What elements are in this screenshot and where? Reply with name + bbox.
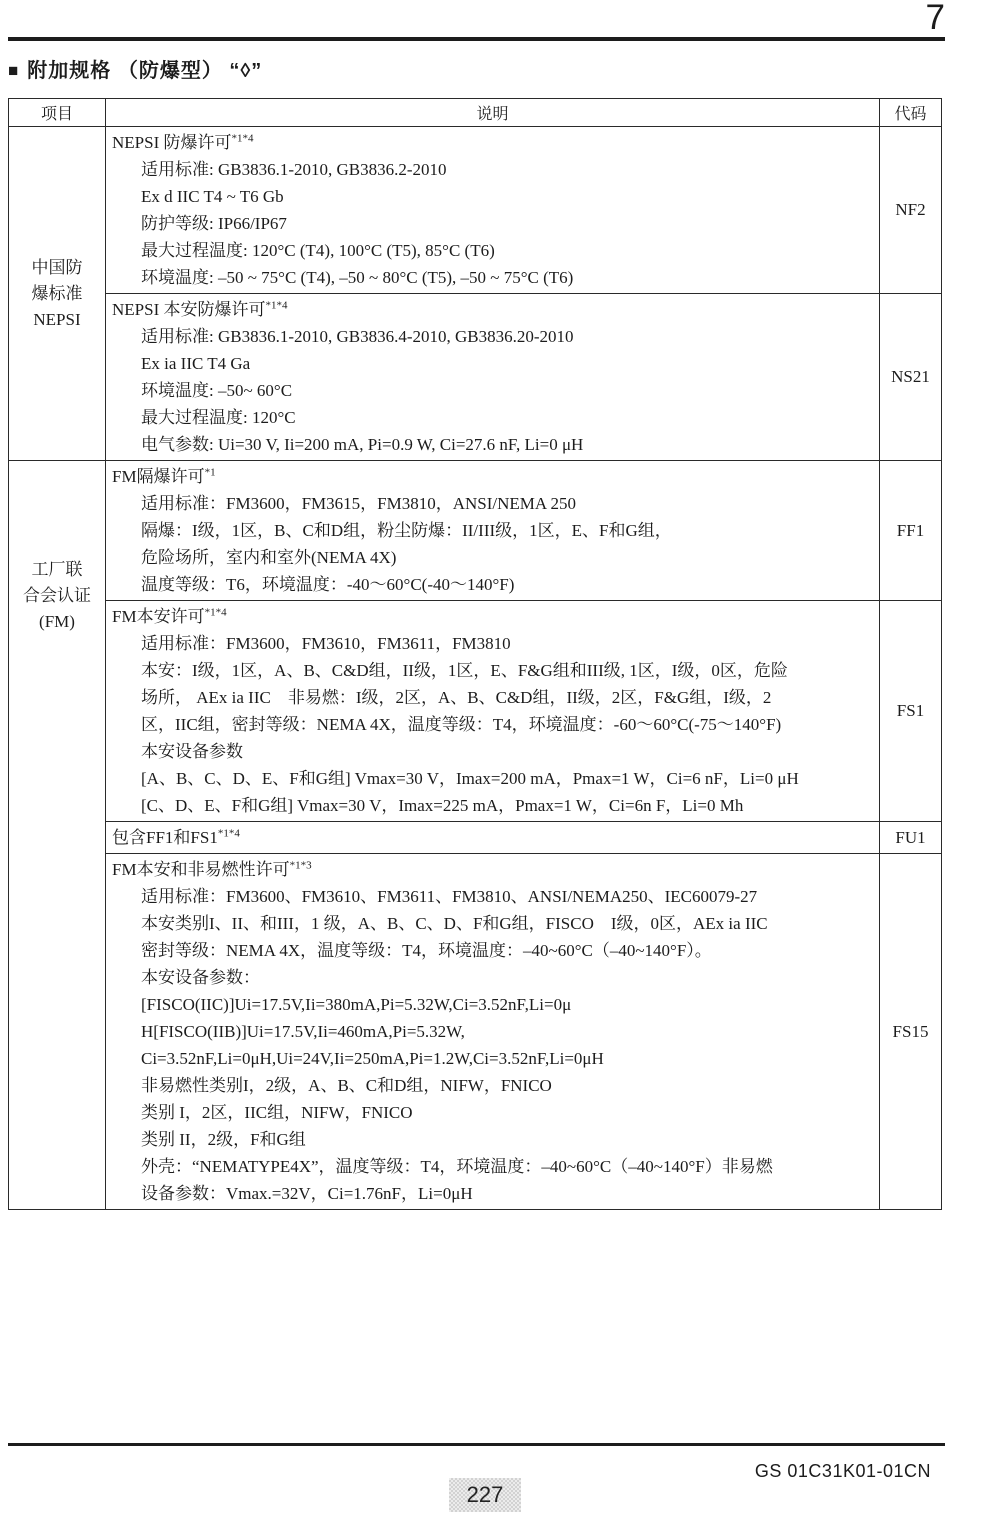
description-cell: [106, 822, 880, 854]
table-row: [9, 461, 942, 601]
spec-line: 非易燃性类别I，2级，A、B、C和D组，NIFW，FNICO: [141, 1076, 552, 1095]
code-cell: NF2: [880, 127, 942, 294]
spec-line: 适用标准：FM3600，FM3610，FM3611，FM3810: [141, 634, 511, 653]
spec-line: 本安设备参数：: [141, 968, 260, 987]
code-cell: FF1: [880, 461, 942, 601]
code-cell: FU1: [880, 822, 942, 854]
header-code: 代码: [880, 99, 942, 127]
item-label-line: 中国防: [31, 257, 83, 277]
header-item: 项目: [9, 99, 106, 127]
table-row: [9, 854, 942, 1210]
top-rule: [8, 37, 945, 41]
item-cell: [9, 461, 106, 1210]
table-row: [9, 294, 942, 461]
spec-line: Ex ia IIC T4 Ga: [141, 354, 251, 373]
footnote-marker: *1*4: [265, 299, 288, 312]
spec-line: 本安设备参数: [141, 742, 243, 761]
spec-line: [A、B、C、D、E、F和G组] Vmax=30 V，Imax=200 mA，Pmax=1 W，Ci=6 nF，Li=0 μH: [141, 769, 799, 788]
bottom-rule: [8, 1443, 945, 1446]
description-cell: [106, 854, 880, 1210]
description-cell: [106, 127, 880, 294]
spec-line: FM隔爆许可$^{*1}$: [112, 466, 216, 486]
spec-line: Ex d IIC T4 ~ T6 Gb: [141, 187, 284, 206]
footnote-marker: *1: [204, 466, 216, 479]
footer-page-number: 227: [449, 1478, 521, 1512]
spec-line: 区，IIC组，密封等级：NEMA 4X，温度等级：T4，环境温度：-60～60°C(-75～140°F): [141, 715, 782, 734]
table-header-row: [9, 99, 942, 127]
page-number: 7: [925, 0, 945, 37]
spec-line: 本安类别I、II、和III，1 级，A、B、C、D、F和G组，FISCO I级，0区，AEx ia IIC: [141, 914, 768, 933]
spec-line: [FISCO(IIC)]Ui=17.5V,Ii=380mA,Pi=5.32W,Ci=3.52nF,Li=0μ: [141, 995, 572, 1014]
item-label-line: NEPSI: [33, 309, 81, 329]
footnote-marker: *1*3: [289, 859, 312, 872]
item-label-line: (FM): [39, 612, 75, 631]
spec-table: [8, 98, 942, 1210]
spec-line: 包含FF1和$FS1^{*1*4}$: [112, 827, 240, 847]
spec-line: 类别 II，2级，F和G组: [141, 1130, 306, 1149]
spec-line: 最大过程温度: 120°C: [141, 408, 296, 427]
spec-line: NEPSI 本安防爆许可$^{*1*4}$: [112, 299, 288, 319]
footnote-marker: *1*4: [231, 132, 254, 145]
table-row: [9, 127, 942, 294]
spec-line: 隔爆：I级，1区，B、C和D组，粉尘防爆：II/III级，1区，E、F和G组，: [141, 521, 672, 540]
section-title-text: 附加规格 （防爆型） “◊”: [27, 60, 263, 82]
footnote-marker: *1*4: [217, 827, 240, 840]
spec-line: 防护等级: IP66/IP67: [141, 214, 287, 233]
spec-line: H[FISCO(IIB)]Ui=17.5V,Ii=460mA,Pi=5.32W,: [141, 1022, 465, 1041]
description-cell: [106, 294, 880, 461]
spec-line: NEPSI 防爆许可$^{*1*4}$: [112, 132, 254, 152]
spec-line: FM本安和非易燃性许可$^{*1*3}$: [112, 859, 312, 879]
spec-line: 适用标准：FM3600、FM3610、FM3611、FM3810、ANSI/NEMA250、IEC60079-27: [141, 887, 758, 906]
spec-line: 电气参数: Ui=30 V, Ii=200 mA, Pi=0.9 W, Ci=27.6 nF, Li=0 μH: [141, 435, 584, 454]
code-cell: NS21: [880, 294, 942, 461]
spec-line: 危险场所，室内和室外(NEMA 4X): [141, 548, 397, 567]
item-cell: [9, 127, 106, 461]
table-row: [9, 822, 942, 854]
spec-line: 设备参数：Vmax.=32V，Ci=1.76nF，Li=0μH: [141, 1184, 473, 1203]
footnote-marker: *1*4: [204, 606, 227, 619]
spec-line: 最大过程温度: 120°C (T4), 100°C (T5), 85°C (T6): [141, 241, 495, 260]
code-cell: FS1: [880, 601, 942, 822]
spec-line: 适用标准: GB3836.1-2010, GB3836.4-2010, GB3836.20-2010: [141, 327, 574, 346]
spec-line: [C、D、E、F和G组] Vmax=30 V，Imax=225 mA，Pmax=1 W，Ci=6n F，Li=0 Mh: [141, 796, 744, 815]
spec-line: 适用标准：FM3600，FM3615，FM3810，ANSI/NEMA 250: [141, 494, 576, 513]
spec-line: 适用标准: GB3836.1-2010, GB3836.2-2010: [141, 160, 447, 179]
item-label-line: 爆标准: [31, 283, 83, 303]
spec-line: 场所， AEx ia IIC 非易燃：I级，2区，A、B、C&D组，II级，2区，F&G组，I级，2: [141, 688, 772, 707]
spec-line: 密封等级：NEMA 4X，温度等级：T4，环境温度：–40~60°C（–40~140°F）。: [141, 941, 712, 960]
spec-line: 环境温度: –50~ 60°C: [141, 381, 293, 400]
document-number: GS 01C31K01-01CN: [754, 1461, 931, 1481]
spec-line: 本安：I级，1区，A、B、C&D组，II级，1区，E、F&G组和III级, 1区，I级，0区，危险: [141, 661, 788, 680]
section-title: [8, 54, 262, 83]
item-label-line: 工厂联: [31, 560, 83, 579]
spec-line: 外壳：“NEMATYPE4X”，温度等级：T4，环境温度：–40~60°C（–40~140°F）非易燃: [141, 1157, 773, 1176]
header-description: 说明: [106, 99, 880, 127]
description-cell: [106, 461, 880, 601]
section-bullet-icon: ■: [8, 61, 20, 80]
spec-line: Ci=3.52nF,Li=0μH,Ui=24V,Ii=250mA,Pi=1.2W,Ci=3.52nF,Li=0μH: [141, 1049, 604, 1068]
description-cell: [106, 601, 880, 822]
spec-line: 温度等级：T6，环境温度：-40～60°C(-40～140°F): [141, 575, 515, 594]
table-row: [9, 601, 942, 822]
spec-line: 环境温度: –50 ~ 75°C (T4), –50 ~ 80°C (T5), –50 ~ 75°C (T6): [141, 268, 574, 287]
code-cell: FS15: [880, 854, 942, 1210]
spec-line: FM本安许可$^{*1*4}$: [112, 606, 227, 626]
spec-line: 类别 I，2区，IIC组，NIFW，FNICO: [141, 1103, 413, 1122]
spec-table-body: [9, 127, 942, 1210]
item-label-line: 合会认证: [23, 586, 91, 605]
